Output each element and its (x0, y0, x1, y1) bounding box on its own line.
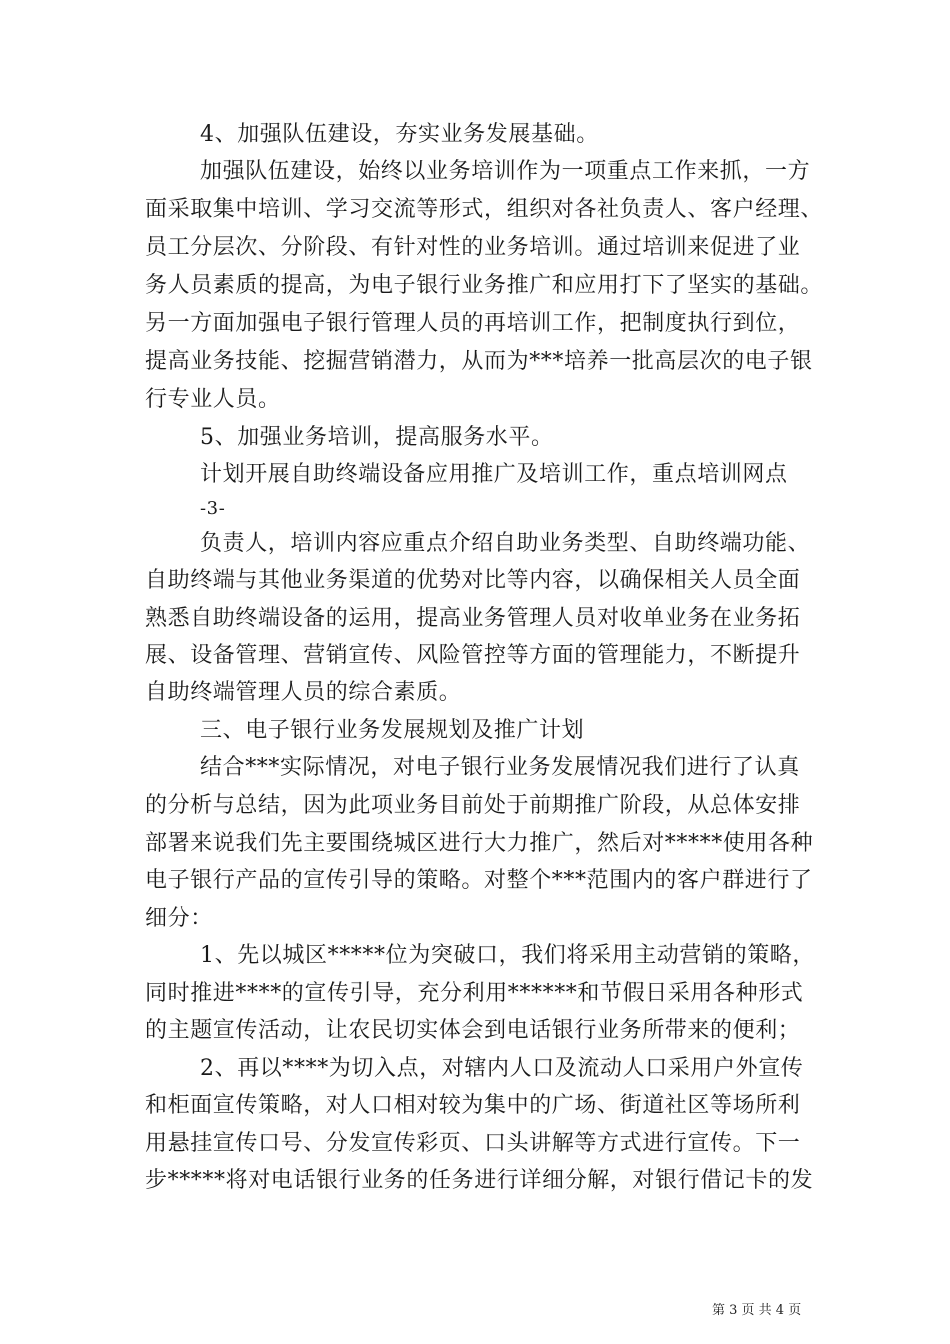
text-line: 电子银行产品的宣传引导的策略。对整个***范围内的客户群进行了 (145, 868, 813, 893)
text-line: 和柜面宣传策略，对人口相对较为集中的广场、街道社区等场所利 (145, 1093, 801, 1118)
text-line: 细分： (145, 906, 213, 931)
text-line: 计划开展自助终端设备应用推广及培训工作，重点培训网点 (200, 462, 788, 487)
text-line: 用悬挂宣传口号、分发宣传彩页、口头讲解等方式进行宣传。下一 (145, 1131, 801, 1156)
text-line: 自助终端与其他业务渠道的优势对比等内容，以确保相关人员全面 (145, 568, 801, 593)
text-line: 自助终端管理人员的综合素质。 (145, 680, 462, 705)
text-line: 步*****将对电话银行业务的任务进行详细分解，对银行借记卡的发 (145, 1168, 814, 1193)
text-line: 的分析与总结，因为此项业务目前处于前期推广阶段，从总体安排 (145, 793, 801, 818)
text-line: 的主题宣传活动，让农民切实体会到电话银行业务所带来的便利； (145, 1018, 801, 1043)
text-line: 1、先以城区*****位为突破口，我们将采用主动营销的策略， (200, 943, 815, 968)
text-line: 部署来说我们先主要围绕城区进行大力推广，然后对*****使用各种 (145, 831, 814, 856)
text-line: 员工分层次、分阶段、有针对性的业务培训。通过培训来促进了业 (145, 235, 801, 260)
page-footer: 第 3 页 共 4 页 (712, 1303, 802, 1318)
text-line: 2、再以****为切入点，对辖内人口及流动人口采用户外宣传 (200, 1056, 804, 1081)
text-line: 展、设备管理、营销宣传、风险管控等方面的管理能力，不断提升 (145, 643, 801, 668)
text-line: 行专业人员。 (145, 387, 281, 412)
text-line: 4、加强队伍建设，夯实业务发展基础。 (200, 122, 599, 147)
text-line: 面采取集中培训、学习交流等形式，组织对各社负责人、客户经理、 (145, 197, 824, 222)
text-line: 同时推进****的宣传引导，充分利用******和节假日采用各种形式 (145, 981, 804, 1006)
text-line: 务人员素质的提高，为电子银行业务推广和应用打下了坚实的基础。 (145, 273, 824, 298)
text-line: 5、加强业务培训，提高服务水平。 (200, 425, 554, 450)
text-line: 结合***实际情况，对电子银行业务发展情况我们进行了认真 (200, 755, 800, 780)
page-number-marker: -3- (200, 498, 226, 519)
text-line: 熟悉自助终端设备的运用，提高业务管理人员对收单业务在业务拓 (145, 606, 801, 631)
text-line: 另一方面加强电子银行管理人员的再培训工作，把制度执行到位， (145, 311, 801, 336)
text-line: 提高业务技能、挖掘营销潜力，从而为***培养一批高层次的电子银 (145, 349, 813, 374)
section-heading: 三、电子银行业务发展规划及推广计划 (200, 718, 585, 743)
text-line: 加强队伍建设，始终以业务培训作为一项重点工作来抓，一方 (200, 159, 811, 184)
text-line: 负责人，培训内容应重点介绍自助业务类型、自助终端功能、 (200, 531, 811, 556)
